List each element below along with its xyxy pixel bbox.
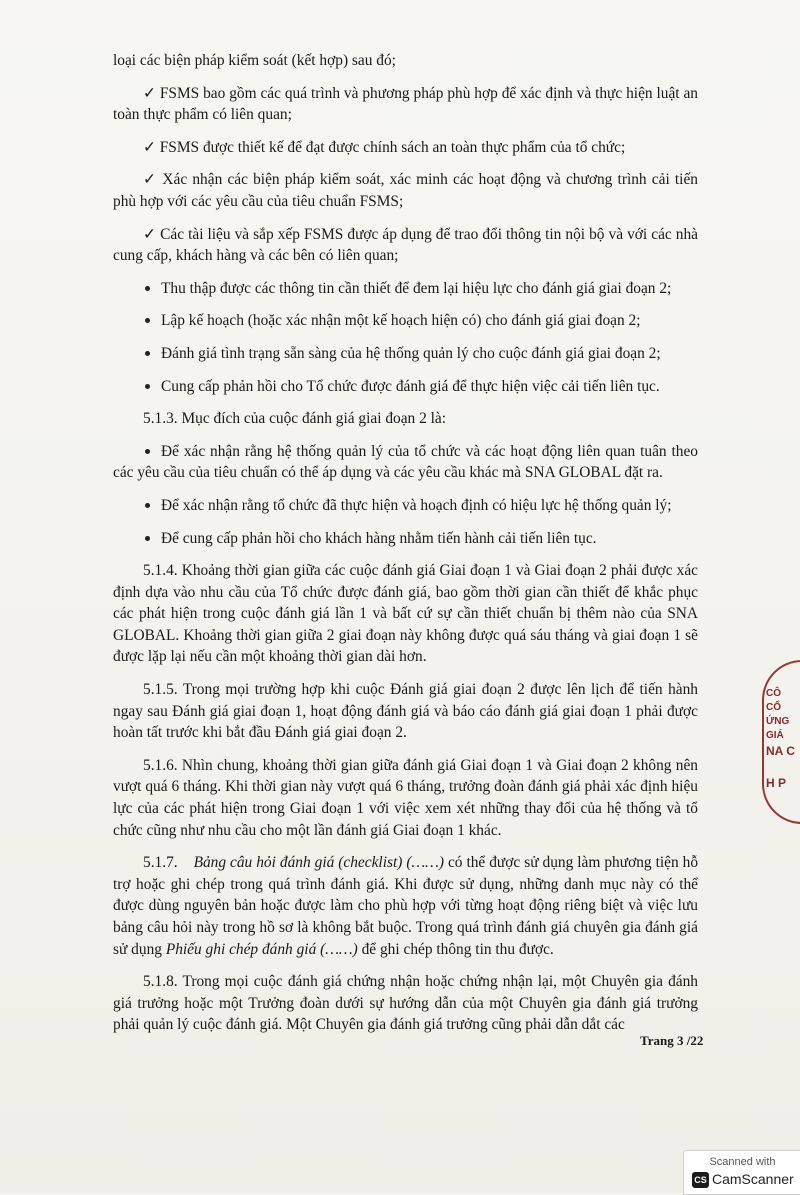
section-5-1-3: 5.1.3. Mục đích của cuộc đánh giá giai đoạn 2 là:: [143, 410, 447, 428]
page-number: Trang 3 /22: [640, 1033, 704, 1048]
section-5-1-4: 5.1.4. Khoảng thời gian giữa các cuộc đánh giá Giai đoạn 1 và Giai đoạn 2 phải được xác định dựa vào nhu cầu của Tổ chức được đánh giá, bao gồm thời gian cần thiết để khắc phục các phát hiện trong cuộc đánh giá lần 1 và bất cứ sự cần thiết chuẩn bị thêm nào của SNA GLOBAL. Khoảng thời gian giữa 2 giai đoạn này không được quá sáu tháng và giai đoạn 1 sẽ được lặp lại nếu cần một khoảng thời gian dài hơn.: [113, 562, 698, 666]
section-5-1-5: 5.1.5. Trong mọi trường hợp khi cuộc Đánh giá giai đoạn 2 được lên lịch để tiến hành ngay sau Đánh giá giai đoạn 1, hoạt động đánh giá và báo cáo đánh giá giai đoạn 1 phải được hoàn tất trước khi bắt đầu Đánh giá giai đoạn 2.: [113, 681, 698, 742]
company-seal: [758, 660, 800, 820]
bullet-item: Lập kế hoạch (hoặc xác nhận một kế hoạch hiện có) cho đánh giá giai đoạn 2;: [113, 310, 698, 332]
bullet-item: Để cung cấp phản hồi cho khách hàng nhằm tiến hành cải tiến liên tục.: [113, 528, 698, 550]
section-5-1-6: 5.1.6. Nhìn chung, khoảng thời gian giữa đánh giá Giai đoạn 1 và Giai đoạn 2 không nên vượt quá 6 tháng. Khi thời gian này vượt quá 6 tháng, trưởng đoàn đánh giá phải xác định hiệu lực của các phát hiện trong Giai đoạn 1 với việc xem xét những thay đổi của hệ thống và tổ chức cũng như nhu cầu cho một lần đánh giá Giai đoạn 1 khác.: [113, 756, 698, 839]
bullet-dot-icon: [145, 503, 150, 508]
camscanner-logo-icon: CS: [692, 1172, 709, 1188]
checklist-item: ✓ FSMS bao gồm các quá trình và phương pháp phù hợp để xác định và thực hiện luật an toàn thực phẩm có liên quan;: [113, 84, 698, 124]
bullet-dot-icon: [145, 286, 150, 291]
section-5-1-7: 5.1.7. Bảng câu hỏi đánh giá (checklist) (……) có thể được sử dụng làm phương tiện hỗ trợ hoặc ghi chép trong quá trình đánh giá. Khi được sử dụng, những danh mục này có thể được dùng nguyên bản hoặc được làm cho phù hợp với từng hoạt động riêng biệt và việc lưu bảng câu hỏi này trong hồ sơ là không bắt buộc. Trong quá trình đánh giá chuyên gia đánh giá sử dụng Phiếu ghi chép đánh giá (……) để ghi chép thông tin thu được.: [113, 854, 699, 958]
bullet-dot-icon: [145, 536, 150, 541]
seal-text: CỔ: [766, 702, 781, 713]
audit-record-title: Phiếu ghi chép đánh giá (……): [165, 940, 358, 958]
camscanner-watermark: [683, 1150, 800, 1195]
checklist-title: Bảng câu hỏi đánh giá (checklist) (……): [193, 854, 444, 872]
checklist-item: ✓ FSMS được thiết kế để đạt được chính sách an toàn thực phẩm của tổ chức;: [143, 138, 626, 156]
bullet-item: Để xác nhận rằng tổ chức đã thực hiện và hoạch định có hiệu lực hệ thống quản lý;: [113, 495, 698, 517]
seal-text: CÔ: [766, 688, 781, 699]
seal-text: ỨNG: [766, 716, 790, 727]
watermark-brand: CamScanner: [712, 1171, 794, 1187]
paragraph-continuation: loại các biện pháp kiểm soát (kết hợp) sau đó;: [113, 52, 396, 69]
document-body: [113, 50, 698, 1047]
bullet-dot-icon: [145, 384, 150, 389]
seal-text: NA C: [766, 744, 795, 758]
bullet-dot-icon: [145, 449, 150, 454]
section-5-1-8: 5.1.8. Trong mọi cuộc đánh giá chứng nhận hoặc chứng nhận lại, một Chuyên gia đánh giá trưởng hoặc một Trưởng đoàn dưới sự hướng dẫn của một Chuyên gia đánh giá trưởng phải quản lý cuộc đánh giá. Một Chuyên gia đánh giá trưởng cũng phải dẫn dắt các: [113, 973, 698, 1034]
checklist-item: ✓ Xác nhận các biện pháp kiểm soát, xác minh các hoạt động và chương trình cải tiến phù hợp với các yêu cầu của tiêu chuẩn FSMS;: [113, 171, 698, 210]
bullet-item: Thu thập được các thông tin cần thiết để đem lại hiệu lực cho đánh giá giai đoạn 2;: [113, 278, 698, 300]
checklist-item: ✓ Các tài liệu và sắp xếp FSMS được áp dụng để trao đổi thông tin nội bộ và với các nhà cung cấp, khách hàng và các bên có liên quan;: [113, 225, 698, 265]
seal-ring: [762, 660, 800, 824]
bullet-dot-icon: [145, 351, 150, 356]
bullet-item: Để xác nhận rằng hệ thống quản lý của tổ chức và các hoạt động liên quan tuân theo các yêu cầu của tiêu chuẩn có thể áp dụng và các yêu cầu khác mà SNA GLOBAL đặt ra.: [113, 442, 698, 482]
seal-text: GIÁ: [766, 730, 784, 741]
bullet-dot-icon: [145, 318, 150, 323]
bullet-item: Đánh giá tình trạng sẵn sàng của hệ thống quản lý cho cuộc đánh giá giai đoạn 2;: [113, 343, 698, 365]
watermark-caption: Scanned with: [709, 1156, 776, 1168]
seal-text: H P: [766, 776, 787, 790]
bullet-item: Cung cấp phản hồi cho Tổ chức được đánh giá để thực hiện việc cải tiến liên tục.: [113, 376, 698, 398]
